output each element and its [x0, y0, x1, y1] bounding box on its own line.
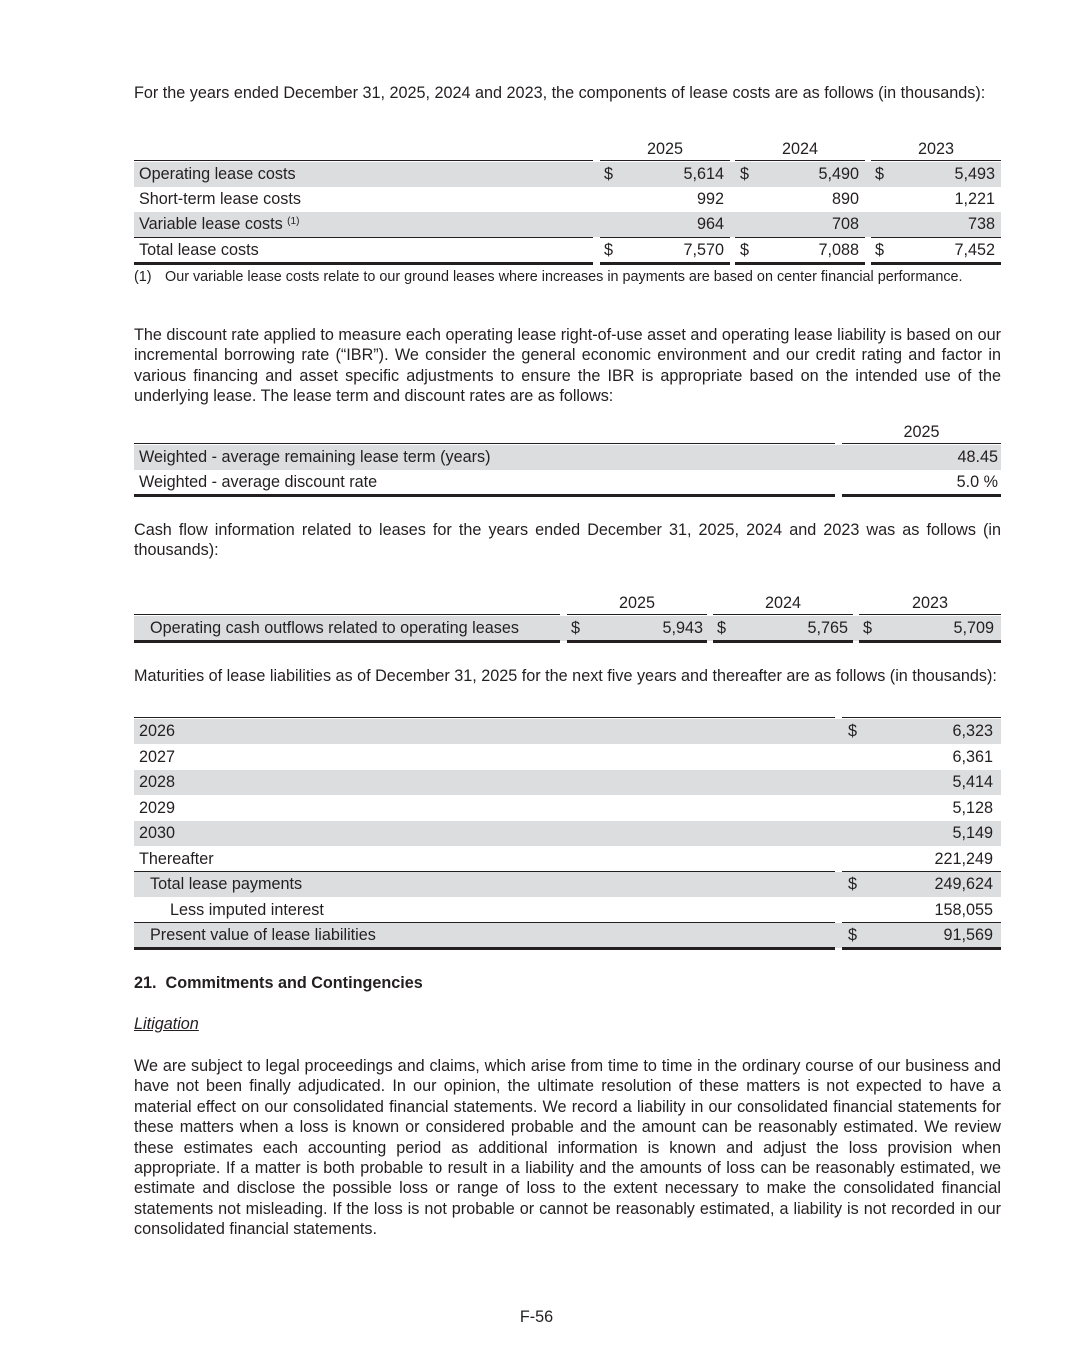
cashflow-year-2024: 2024: [764, 594, 801, 612]
row-label: Less imputed interest: [170, 901, 324, 919]
cashflow-year-2023: 2023: [911, 594, 948, 612]
cell-value: 249,624: [934, 875, 993, 893]
cell-value: 5.0 %: [956, 473, 998, 491]
cashflow-bottom-rule: [134, 640, 560, 643]
row-label: Short-term lease costs: [139, 190, 301, 208]
cell-value: 5,128: [952, 799, 993, 817]
cell-value: 7,452: [954, 241, 995, 259]
term-rates-row-discount: [134, 470, 1001, 495]
term-rates-header-rule: [134, 443, 835, 444]
maturities-row-2026: [134, 719, 1001, 744]
currency-sign: $: [571, 619, 581, 637]
cell-value: 738: [967, 215, 995, 233]
cell-value: 708: [831, 215, 859, 233]
cell-value: 5,149: [952, 824, 993, 842]
row-label: Total lease payments: [150, 875, 303, 893]
term-rates-bottom-rule: [842, 494, 1001, 497]
currency-sign: $: [604, 241, 614, 259]
lease-costs-total-double-rule: [735, 262, 865, 265]
cell-value: 5,709: [953, 619, 994, 637]
cell-value: 7,088: [818, 241, 859, 259]
lease-costs-row-variable: [134, 212, 1001, 237]
cashflow-header-rule: [713, 614, 853, 615]
lease-costs-row-operating: [134, 162, 1001, 187]
cell-value: 992: [696, 190, 724, 208]
cashflow-header-rule: [134, 614, 560, 615]
footnote-text: Our variable lease costs relate to our ground leases where increases in payments are based on center financial performance.: [165, 269, 963, 285]
cell-value: 5,614: [683, 165, 724, 183]
term-rates-year-2025: 2025: [903, 423, 940, 441]
row-label: Thereafter: [139, 850, 214, 868]
lease-costs-header-rule: [871, 160, 1001, 161]
cell-value: 5,943: [662, 619, 703, 637]
lease-costs-total-double-rule: [600, 262, 730, 265]
row-label: 2026: [139, 722, 176, 740]
cell-value: 7,570: [683, 241, 724, 259]
litigation-subheading: Litigation: [134, 1015, 199, 1033]
lease-costs-header-rule: [735, 160, 865, 161]
maturities-row-imputed-interest: [134, 898, 1001, 923]
discount-rate-paragraph: The discount rate applied to measure each operating lease right-of-use asset and operating lease liability is based on our incremental borrowing rate (“IBR”). We consider the general economic environment and our credit rating and factor in various financing and asset specific adjustments to ensure the IBR is appropriate based on the intended use of the underlying lease. The lease term and discount rates are as follows:: [134, 326, 1001, 406]
cashflow-row-operating: [134, 616, 1001, 641]
page-number: F-56: [519, 1308, 554, 1326]
row-label-text: Variable lease costs: [139, 215, 283, 233]
section-heading: [134, 974, 423, 993]
lease-costs-year-2024: 2024: [781, 140, 818, 158]
maturities-top-rule: [134, 717, 835, 718]
cell-value: 5,493: [954, 165, 995, 183]
cell-value: 964: [696, 215, 724, 233]
cell-value: 6,361: [952, 748, 993, 766]
lease-costs-year-2023: 2023: [917, 140, 954, 158]
row-label: Operating cash outflows related to operating leases: [150, 619, 519, 637]
lease-costs-year-2025: 2025: [646, 140, 683, 158]
cell-value: 5,490: [818, 165, 859, 183]
row-label: 2029: [139, 799, 176, 817]
row-label: Total lease costs: [139, 241, 259, 259]
lease-costs-footnote: [134, 268, 1001, 308]
maturities-bottom-rule: [134, 947, 835, 950]
cell-value: 48.45: [957, 448, 998, 466]
cell-value: 91,569: [943, 926, 993, 944]
maturities-row-2029: [134, 796, 1001, 821]
lease-costs-total-double-rule: [871, 262, 1001, 265]
currency-sign: $: [717, 619, 727, 637]
maturities-row-total-payments: [134, 872, 1001, 897]
currency-sign: $: [740, 241, 750, 259]
row-label: 2028: [139, 773, 176, 791]
maturities-row-2027: [134, 745, 1001, 770]
currency-sign: $: [848, 875, 858, 893]
row-label: Present value of lease liabilities: [150, 926, 376, 944]
litigation-paragraph: We are subject to legal proceedings and claims, which arise from time to time in the ordinary course of our business and have not been finally adjudicated. In our opinion, the ultimate resolution of these matters is not expected to have a material effect on our consolidated financial statements. We record a liability in our consolidated financial statements for these matters when a loss is known or considered probable and the amount can be reasonably estimated. We review these estimates each accounting period as additional information is known and adjust the loss provision when appropriate. If a matter is both probable to result in a liability and the amounts of loss can be reasonably estimated, we estimate and disclose the possible loss or range of loss to the extent necessary to make the consolidated financial statements not misleading. If the loss is not probable or cannot be reasonably estimated, a liability is not recorded in our consolidated financial statements.: [134, 1057, 1001, 1239]
cell-value: 158,055: [934, 901, 993, 919]
maturities-row-present-value: [134, 923, 1001, 948]
row-label: [139, 212, 299, 237]
row-label: Operating lease costs: [139, 165, 296, 183]
lease-costs-total-double-rule: [134, 262, 593, 265]
maturities-row-2030: [134, 821, 1001, 846]
footnote-ref: (1): [287, 216, 300, 227]
row-label: Weighted - average discount rate: [139, 473, 378, 491]
currency-sign: $: [863, 619, 873, 637]
currency-sign: $: [875, 165, 885, 183]
lease-costs-intro: For the years ended December 31, 2025, 2024 and 2023, the components of lease costs are as follows (in thousands):: [134, 84, 986, 102]
row-label: 2027: [139, 748, 176, 766]
currency-sign: $: [604, 165, 614, 183]
maturities-paragraph: Maturities of lease liabilities as of December 31, 2025 for the next five years and thereafter are as follows (in thousands):: [134, 667, 997, 685]
row-label: Weighted - average remaining lease term (years): [139, 448, 491, 466]
cashflow-header-rule: [859, 614, 1001, 615]
maturities-row-thereafter: [134, 847, 1001, 872]
cell-value: 5,414: [952, 773, 993, 791]
cell-value: 1,221: [954, 190, 995, 208]
cashflow-bottom-rule: [713, 640, 853, 643]
cashflow-bottom-rule: [567, 640, 707, 643]
lease-costs-header-rule: [134, 160, 593, 161]
currency-sign: $: [875, 241, 885, 259]
maturities-bottom-rule: [842, 947, 1001, 950]
cell-value: 6,323: [952, 722, 993, 740]
section-number: 21.: [134, 974, 157, 992]
maturities-top-rule: [842, 717, 1001, 718]
term-rates-header-rule: [842, 443, 1001, 444]
term-rates-bottom-rule: [134, 494, 835, 497]
footnote-mark: (1): [134, 269, 152, 285]
cashflow-paragraph: Cash flow information related to leases for the years ended December 31, 2025, 2024 and 2023 was as follows (in thousands):: [134, 521, 1001, 560]
section-title: Commitments and Contingencies: [165, 974, 423, 992]
currency-sign: $: [740, 165, 750, 183]
row-label: 2030: [139, 824, 176, 842]
cashflow-header-rule: [567, 614, 707, 615]
cell-value: 221,249: [934, 850, 993, 868]
currency-sign: $: [848, 722, 858, 740]
cashflow-bottom-rule: [859, 640, 1001, 643]
cashflow-year-2025: 2025: [618, 594, 655, 612]
lease-costs-row-short-term: [134, 187, 1001, 212]
term-rates-row-term: [134, 445, 1001, 470]
maturities-row-2028: [134, 770, 1001, 795]
lease-costs-header-rule: [600, 160, 730, 161]
lease-costs-row-total: [134, 238, 1001, 263]
cell-value: 890: [831, 190, 859, 208]
currency-sign: $: [848, 926, 858, 944]
cell-value: 5,765: [807, 619, 848, 637]
